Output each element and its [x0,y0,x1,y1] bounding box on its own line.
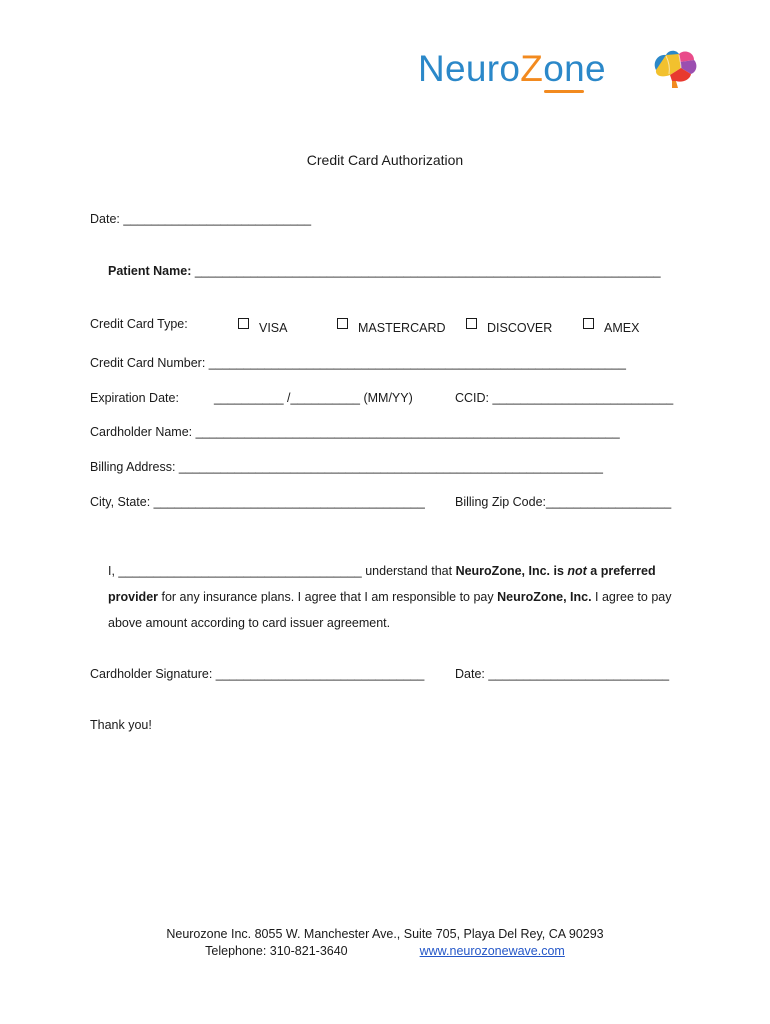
patient-name-field[interactable] [108,264,661,278]
brain-icon [650,48,698,90]
discover-checkbox[interactable] [466,318,477,329]
form-title: Credit Card Authorization [306,152,464,168]
billing-zip-field[interactable]: Billing Zip Code:__________________ [455,495,672,509]
agreement-agree-text: I agree to pay [591,590,672,604]
mastercard-label: MASTERCARD [358,321,446,335]
expiration-label: Expiration Date: [90,391,179,405]
discover-label: DISCOVER [487,321,553,335]
footer-website-link[interactable]: www.neurozonewave.com [419,944,565,958]
city-state-field[interactable]: City, State: _______________________________________ [90,495,425,509]
logo-text-z: Z [520,48,544,89]
cardholder-name-field[interactable]: Cardholder Name: _____________________________________________________________ [90,425,620,439]
date-field[interactable]: Date: ___________________________ [90,212,312,226]
billing-address-field[interactable]: Billing Address: _____________________________________________________________ [90,460,604,474]
cardholder-signature-field[interactable]: Cardholder Signature: ______________________________ [90,667,425,681]
mastercard-checkbox[interactable] [337,318,348,329]
footer-contact [0,944,770,958]
visa-label: VISA [259,321,288,335]
footer-address: Neurozone Inc. 8055 W. Manchester Ave., Suite 705, Playa Del Rey, CA 90293 [166,927,604,941]
agreement-company-name-bold: NeuroZone, Inc. [497,590,592,604]
agreement-responsibility-text: for any insurance plans. I agree that I am responsible to pay [158,590,498,604]
card-type-label: Credit Card Type: [90,317,188,331]
amex-label: AMEX [604,321,640,335]
logo-text-one: one [543,48,606,89]
agreement-not-emphasis: not [567,564,587,578]
agreement-line-1 [108,564,656,578]
logo-underline [544,90,584,93]
thank-you-text: Thank you! [90,718,152,732]
patient-name-label: Patient Name: [108,264,192,278]
expiration-field[interactable]: __________ /__________ (MM/YY) [214,391,413,405]
agreement-line-3: above amount according to card issuer agreement. [108,616,391,630]
logo-text-neuro: Neuro [418,48,521,89]
agreement-provider-bold: provider [108,590,159,604]
footer-telephone: Telephone: 310-821-3640 [205,944,348,958]
patient-name-blank[interactable]: ___________________________________________________________________ [194,264,661,278]
signature-date-field[interactable]: Date: __________________________ [455,667,670,681]
card-number-field[interactable]: Credit Card Number: ____________________________________________________________ [90,356,626,370]
visa-checkbox[interactable] [238,318,249,329]
amex-checkbox[interactable] [583,318,594,329]
agreement-line-2 [108,590,671,604]
agreement-company-bold: NeuroZone, Inc. is [455,564,568,578]
ccid-field[interactable]: CCID: __________________________ [455,391,674,405]
agreement-name-blank[interactable]: I, ___________________________________ understand that [108,564,456,578]
agreement-preferred-bold: a preferred [586,564,656,578]
